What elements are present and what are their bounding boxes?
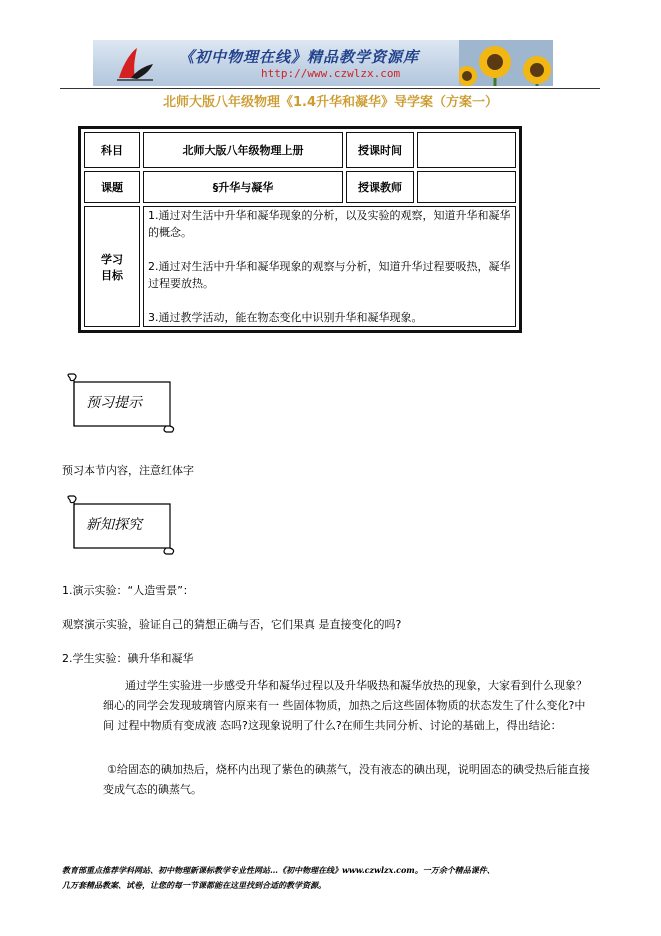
goals-label xyxy=(84,206,140,327)
header-banner xyxy=(93,40,553,86)
page-title: 北师大版八年级物理《1.4升华和凝华》导学案（方案一） xyxy=(162,95,499,110)
new-knowledge-banner xyxy=(62,494,178,556)
subject-value: 北师大版八年级物理上册 xyxy=(143,132,343,168)
header-divider xyxy=(60,88,600,89)
sunflower-icon xyxy=(459,40,553,86)
time-value xyxy=(417,132,516,168)
goals-cell xyxy=(143,206,516,327)
goal-item: 2.通过对生活中升华和凝华现象的观察与分析，知道升华过程要吸热，凝华过程要放热。 xyxy=(148,260,511,290)
demo-experiment-text: 观察演示实验，验证自己的猜想正确与否，它们果真 是直接变化的吗? xyxy=(62,618,402,631)
conclusion-text: ①给固态的碘加热后，烧杯内出现了紫色的碘蒸气，没有液态的碘出现，说明固态的碘受热后能直接变成气态的碘蒸气。 xyxy=(103,763,590,796)
subject-label: 科目 xyxy=(84,132,140,168)
time-label: 授课时间 xyxy=(346,132,414,168)
new-knowledge-label: 新知探究 xyxy=(86,517,142,533)
goal-item: 3.通过教学活动，能在物态变化中识别升华和凝华现象。 xyxy=(148,311,423,324)
preview-tips-label: 预习提示 xyxy=(86,395,142,411)
teacher-label: 授课教师 xyxy=(346,171,414,203)
footer-line: 教育部重点推荐学科网站、初中物理新课标教学专业性网站…《初中物理在线》www.czwlzx.com。一万余个精品课件、 xyxy=(62,865,495,875)
banner-url: http://www.czwlzx.com xyxy=(261,67,401,80)
goals-label-line1: 学习 xyxy=(101,252,123,266)
teacher-value xyxy=(417,171,516,203)
demo-experiment-heading: 1.演示实验：“人造雪景”： xyxy=(62,584,194,597)
page-footer xyxy=(62,863,622,893)
student-experiment-heading: 2.学生实验：碘升华和凝华 xyxy=(62,652,194,665)
topic-label: 课题 xyxy=(84,171,140,203)
student-experiment-text: 通过学生实验进一步感受升华和凝华过程以及升华吸热和凝华放热的现象，大家看到什么现象？细心的同学会发现玻璃管内原来有一 些固体物质，加热之后这些固体物质的状态发生了什么变化?中间 过程中物质有变成液 态吗?这现象说明了什么?在师生共同分析、讨论的基础上，得出结论： xyxy=(103,679,587,732)
banner-title: 《初中物理在线》精品教学资源库 xyxy=(179,48,420,66)
lesson-info-table xyxy=(78,126,522,333)
topic-value: §升华与凝华 xyxy=(143,171,343,203)
site-logo-icon xyxy=(113,44,157,84)
goal-item: 1.通过对生活中升华和凝华现象的分析，以及实验的观察，知道升华和凝华的概念。 xyxy=(148,209,511,239)
preview-tips-banner xyxy=(62,372,178,434)
goals-label-line2: 目标 xyxy=(101,268,123,282)
preview-tips-text: 预习本节内容，注意红体字 xyxy=(62,464,194,477)
footer-line: 几万套精品教案、试卷，让您的每一节课都能在这里找到合适的教学资源。 xyxy=(62,880,326,890)
